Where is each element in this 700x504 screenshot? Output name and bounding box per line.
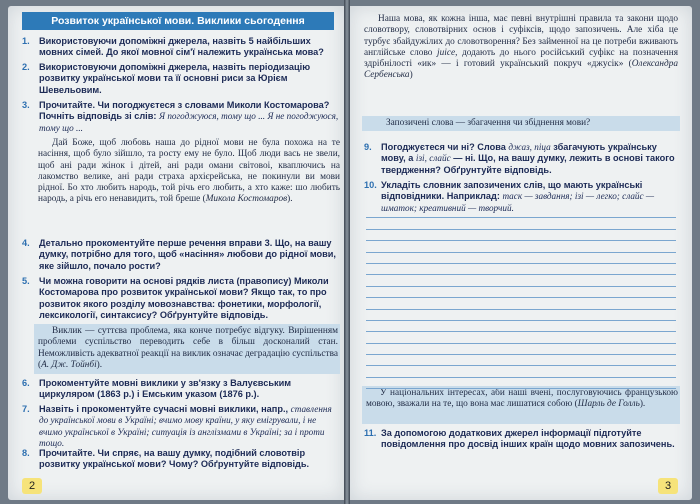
question-number: 6. — [22, 378, 30, 388]
answer-line[interactable] — [366, 298, 676, 309]
question-text-italic: ставлення до української мови в Україні; вчимо мову країни, у яку емігрували, і не вчимо української в Україні; ситуація із англізмами в Україні; за і проти тощо. — [39, 404, 332, 448]
question-9: 9. Погоджуєтеся чи ні? Слова джаз, піца збагачують українську мову, а ізі, слайс — ні. Що, на вашу думку, лежить в основі такого твердження? Обґрунтуйте відповідь. — [364, 142, 675, 175]
question-number: 7. — [22, 404, 30, 414]
section-title: Розвиток української мови. Виклики сьогодення — [22, 12, 334, 30]
answer-line[interactable] — [366, 275, 676, 286]
highlight-text: Запозичені слова — збагачення чи збіднення мови? — [386, 118, 591, 128]
question-1 — [22, 36, 340, 59]
answer-line[interactable] — [366, 321, 676, 332]
question-text: За допомогою додаткових джерел інформації підготуйте повідомлення про досвід інших країн щодо мовних запозичень. — [381, 428, 675, 450]
answer-line[interactable] — [366, 344, 676, 355]
quote-author: Олександра Сербенська — [364, 59, 678, 81]
quote-serbenska: Наша мова, як кожна інша, має певні внутрішні правила та закони щодо словотвору, словотвірних основ і суфіксів, щодо запозичень. Але хіба це турбує збайдужілих до словотворення? Без займенної на це потреби вживають англійське слово juice, додають до нього російський суфікс на позначення здрібнілості «ик» — і готовий український покруч «джусік» (Олександра Сербенська) — [364, 14, 678, 81]
quote-author: Шарль де Голль — [577, 399, 640, 410]
question-2 — [22, 62, 340, 96]
question-6 — [22, 378, 340, 401]
answer-line[interactable] — [366, 332, 676, 343]
question-text-italic: Я погоджуюся, тому що ... Я не погоджуюся, тому що ... — [39, 111, 339, 133]
quote-author: Микола Костомаров — [205, 194, 288, 205]
question-number: 2. — [22, 62, 30, 72]
question-4 — [22, 238, 340, 272]
page-number: 3 — [658, 478, 678, 494]
question-text: Використовуючи допоміжні джерела, назвіть періодизацію розвитку української мови та її основні риси за Юрієм Шевельовим. — [39, 62, 311, 95]
quote-de-gaulle: У національних інтересах, аби наші вчені, послуговуючись французькою мовою, зважали на те, що вона має лишатися собою (Шарль де Голль). — [366, 388, 678, 410]
answer-line[interactable] — [366, 253, 676, 264]
question-8 — [22, 448, 340, 471]
question-11 — [364, 428, 682, 451]
question-number: 8. — [22, 448, 30, 458]
page-number: 2 — [22, 478, 42, 494]
question-text: Чи можна говорити на основі рядків листа (правопису) Миколи Костомарова про розвиток української мови? Якщо так, то про розвиток якого розділу мовознавства: фонетики, морфології, лексикології, синтаксису? Обґрунтуйте відповідь. — [39, 276, 329, 320]
answer-line[interactable] — [366, 310, 676, 321]
question-text: Використовуючи допоміжні джерела, назвіть 5 найбільших мовних сімей. До якої мовної сім'ї належить українська мова? — [39, 36, 324, 58]
question-text: Детально прокоментуйте перше речення вправи 3. Що, на вашу думку, потрібно для того, щоб «насіння» любови до рідної мови, яке зійшло, почало рости? — [39, 238, 336, 271]
question-number: 3. — [22, 100, 30, 110]
question-text: Прочитайте. Чи спряє, на вашу думку, подібний словотвір розвитку української мови? Чому? Обґрунтуйте відповідь. — [39, 448, 310, 470]
answer-line[interactable] — [366, 378, 676, 389]
question-number: 5. — [22, 276, 30, 286]
answer-line[interactable] — [366, 207, 676, 218]
answer-lines[interactable] — [366, 207, 676, 389]
answer-line[interactable] — [366, 366, 676, 377]
answer-line[interactable] — [366, 230, 676, 241]
question-text: Прочитайте. Чи погоджуєтеся з словами Миколи Костомарова? Почніть відповідь зі слів: — [39, 100, 330, 122]
left-page — [8, 6, 344, 500]
question-7 — [22, 404, 340, 449]
question-5 — [22, 276, 340, 321]
question-text: Назвіть і прокоментуйте сучасні мовні виклики, напр., — [39, 404, 291, 414]
answer-line[interactable] — [366, 355, 676, 366]
answer-line[interactable] — [366, 241, 676, 252]
quote-toynbee: Виклик — суттєва проблема, яка конче потребує відгуку. Вирішенням проблеми суспільство переводить себе в більш досконалий стан. Неможливість адекватної реакції на виклик означає деградацію суспільства (А. Дж. Тойнбі). — [38, 326, 339, 370]
answer-line[interactable] — [366, 264, 676, 275]
answer-line[interactable] — [366, 218, 676, 229]
question-number: 10. — [364, 180, 377, 190]
question-number: 4. — [22, 238, 30, 248]
question-number: 1. — [22, 36, 30, 46]
answer-line[interactable] — [366, 287, 676, 298]
quote-author: А. Дж. Тойнбі — [41, 359, 97, 370]
question-10: 10. Укладіть словник запозичених слів, що мають українські відповідники. Наприклад: таск — завдання; ізі — легко; слайс — шматок; креативний — творчий. — [364, 180, 655, 213]
quote-kostomarov: Дай Боже, щоб любовь наша до рідної мови не була похожа на те насіння, щоб було зійшло, та росту ему не було. Щоб люди вась не звели, щоб ані ради жінок і дітей, ані ради омани світовоі, кваплючись на лакомство велике, ані ради страха архієрейська, не покинули ви мови рідної. Бо хто любить народь, той річь его любить, а хто каже: шо любить народь, а річь его ненавидить, той бреше (Микола Костомаров). — [38, 138, 340, 205]
question-number: 11. — [364, 428, 377, 438]
question-3 — [22, 100, 340, 134]
question-text: Прокоментуйте мовні виклики у зв'язку з Валуєвським циркуляром (1863 р.) і Емським указом (1876 р.). — [39, 378, 292, 400]
question-number: 9. — [364, 142, 372, 152]
